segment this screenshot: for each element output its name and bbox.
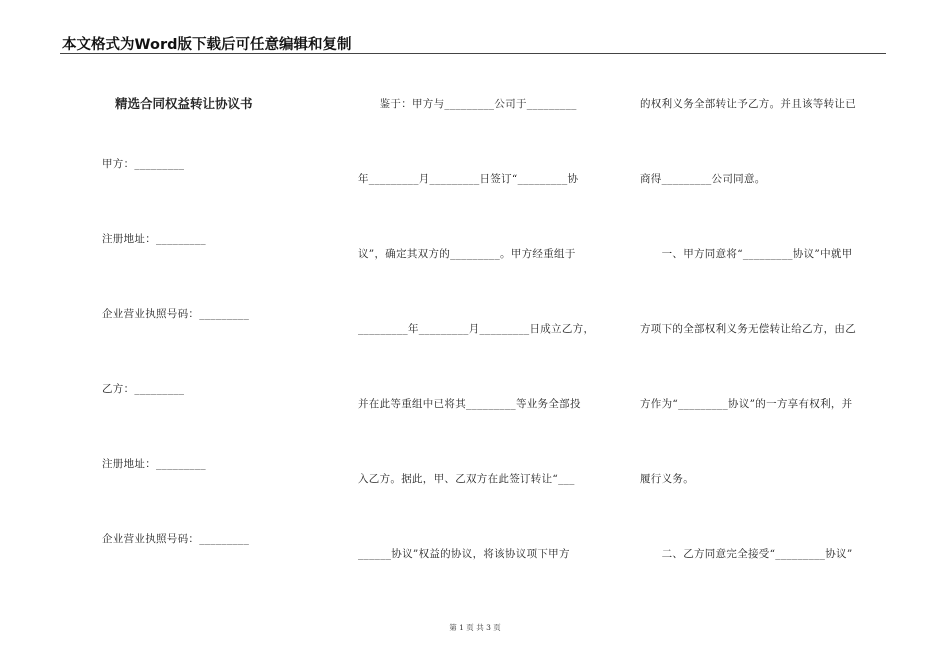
header-banner: 本文格式为Word版下载后可任意编辑和复制 [62,37,352,53]
body-line: 并在此等重组中已将其_________等业务全部投 [358,398,581,410]
body-line: 鉴于：甲方与_________公司于_________ [358,98,577,110]
field-party-b-license: 企业营业执照号码：_________ [102,533,250,545]
body-line: 议”，确定其双方的_________。甲方经重组于 [358,248,576,260]
body-line: _________年_________月_________日成立乙方， [358,323,595,335]
field-party-a-address: 注册地址：_________ [102,233,206,245]
body-line: 年_________月_________日签订“_________协 [358,173,579,185]
page-indicator: 第 1 页 共 3 页 [449,623,501,632]
body-line: 方项下的全部权利义务无偿转让给乙方，由乙 [640,323,856,335]
body-line: 履行义务。 [640,473,694,485]
header-divider [60,53,886,54]
document-title: 精选合同权益转让协议书 [115,96,253,111]
field-party-a: 甲方：_________ [102,158,185,170]
body-line: 入乙方。据此，甲、乙双方在此签订转让“___ [358,473,575,485]
field-party-a-license: 企业营业执照号码：_________ [102,308,250,320]
body-line: 二、乙方同意完全接受“_________协议” [640,548,853,560]
body-line: 商得_________公司同意。 [640,173,766,185]
body-line: ______协议”权益的协议，将该协议项下甲方 [358,548,570,560]
body-line: 方作为“_________协议”的一方享有权利，并 [640,398,853,410]
field-party-b-address: 注册地址：_________ [102,458,206,470]
field-party-b: 乙方：_________ [102,383,185,395]
body-line: 一、甲方同意将“_________协议”中就甲 [640,248,853,260]
body-line: 的权利义务全部转让予乙方。并且该等转让已 [640,98,856,110]
